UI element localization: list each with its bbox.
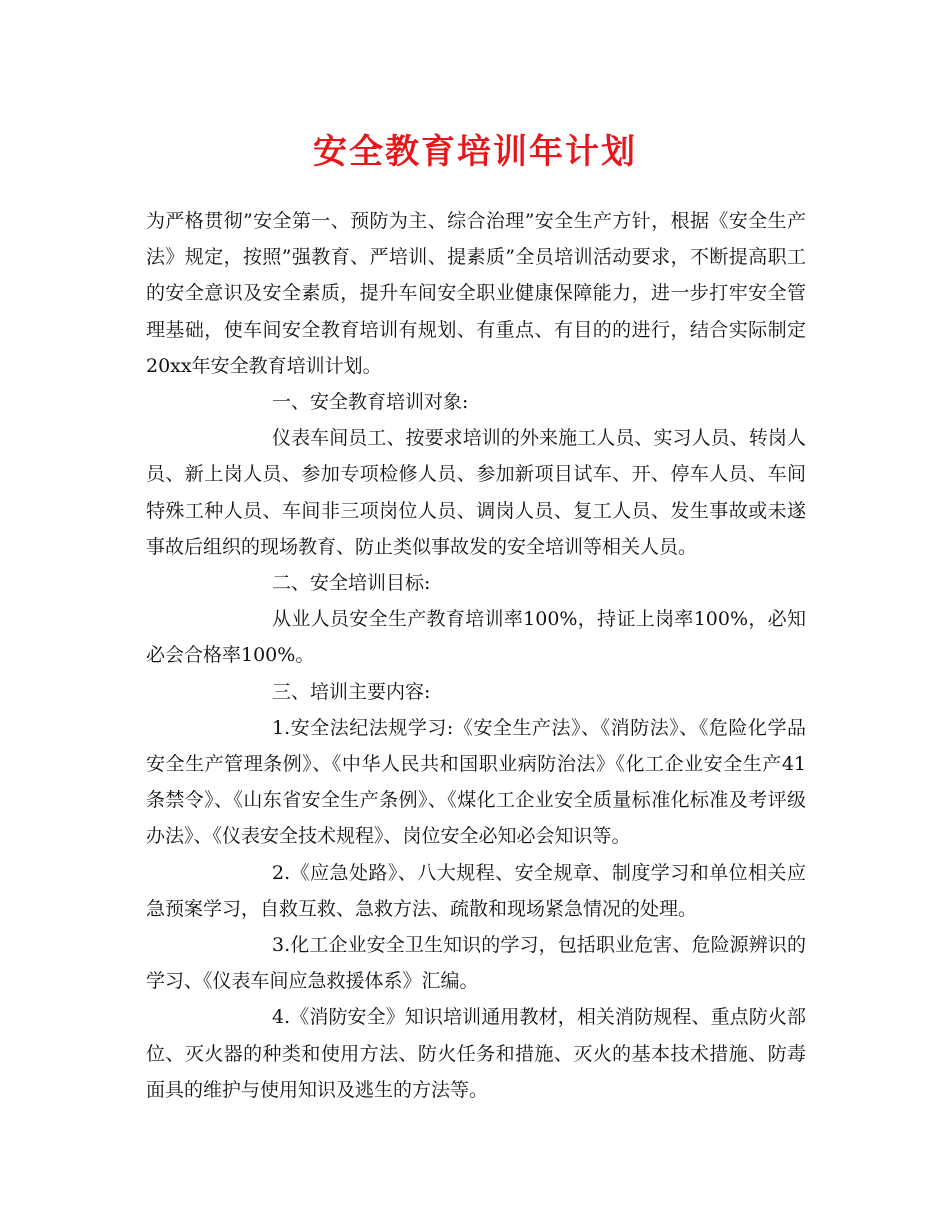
intro-paragraph: 为严格贯彻”安全第一、预防为主、综合治理”安全生产方针，根据《安全生产法》规定，按照”强教育、严培训、提素质”全员培训活动要求，不断提高职工的安全意识及安全素质，提升车间安全职业健康保障能力，进一步打牢安全管理基础，使车间安全教育培训有规划、有重点、有目的的进行，结合实际制定20xx年安全教育培训计划。 — [146, 210, 806, 377]
document-body — [146, 203, 806, 1108]
training-goals-paragraph: 从业人员安全生产教育培训率100%，持证上岗率100%，必知必会合格率100%。 — [146, 608, 806, 667]
training-targets-paragraph: 仪表车间员工、按要求培训的外来施工人员、实习人员、转岗人员、新上岗人员、参加专项检修人员、参加新项目试车、开、停车人员、车间特殊工种人员、车间非三项岗位人员、调岗人员、复工人员、发生事故或未遂事故后组织的现场教育、防止类似事故发的安全培训等相关人员。 — [146, 427, 806, 558]
section-heading-training-content: 三、培训主要内容: — [272, 680, 431, 703]
content-item-1: 1.安全法纪法规学习:《安全生产法》、《消防法》、《危险化学品安全生产管理条例》、《中华人民共和国职业病防治法》《化工企业安全生产41条禁令》、《山东省安全生产条例》、《煤化工企业安全质量标准化标准及考评级办法》、《仪表安全技术规程》、岗位安全必知必会知识等。 — [146, 716, 806, 848]
section-heading-training-goals: 二、安全培训目标: — [272, 572, 431, 595]
section-heading-training-targets: 一、安全教育培训对象: — [272, 391, 469, 414]
document-title: 安全教育培训年计划 — [313, 132, 637, 172]
content-item-4: 4.《消防安全》知识培训通用教材，相关消防规程、重点防火部位、灭火器的种类和使用方法、防火任务和措施、灭火的基本技术措施、防毒面具的维护与使用知识及逃生的方法等。 — [146, 1006, 806, 1101]
content-item-3: 3.化工企业安全卫生知识的学习，包括职业危害、危险源辨识的学习、《仪表车间应急救援体系》汇编。 — [146, 934, 806, 993]
content-item-2: 2.《应急处路》、八大规程、安全规章、制度学习和单位相关应急预案学习，自救互救、急救方法、疏散和现场紧急情况的处理。 — [146, 861, 806, 920]
